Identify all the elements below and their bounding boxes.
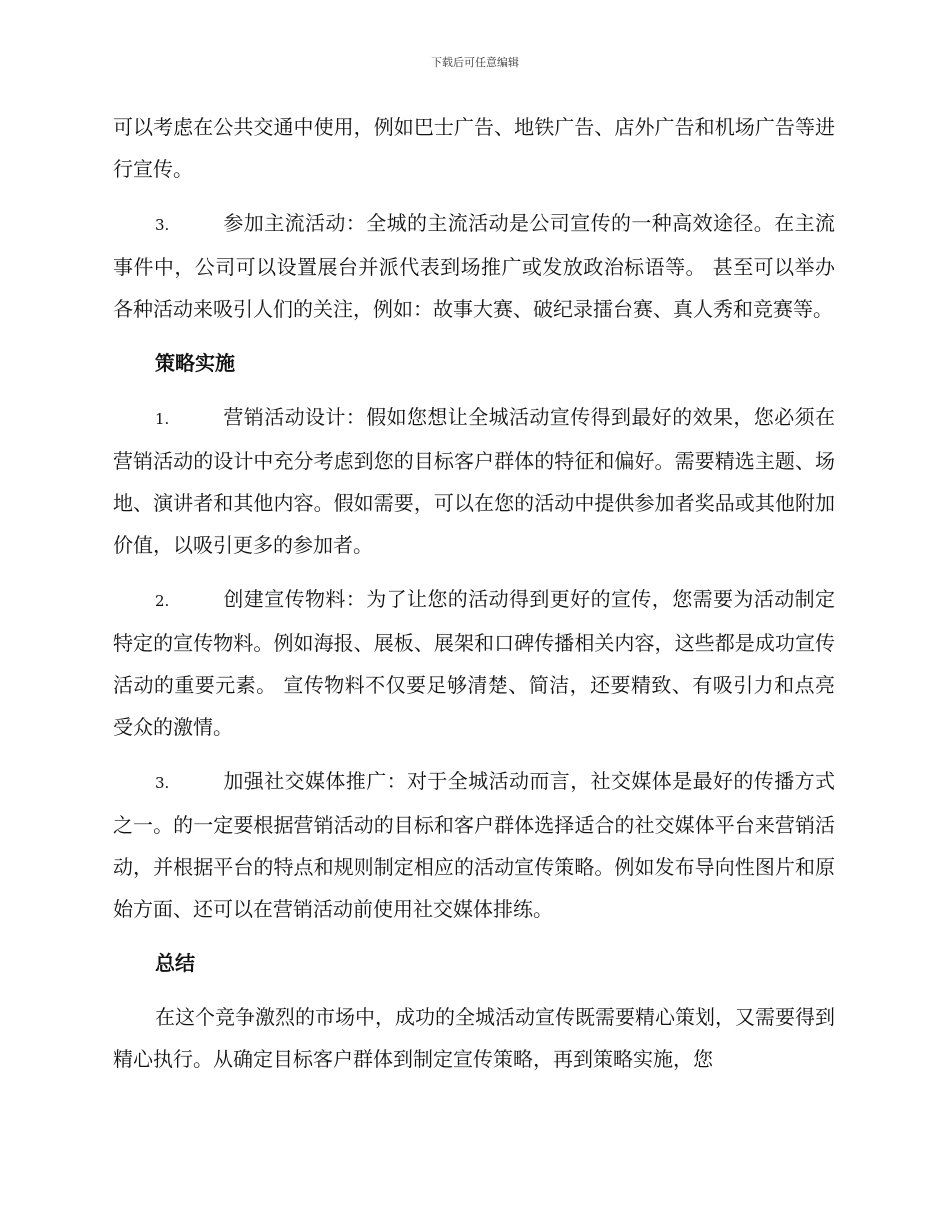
intro-paragraph: 可以考虑在公共交通中使用，例如巴士广告、地铁广告、店外广告和机场广告等进行宣传。 xyxy=(113,115,835,181)
list-number: 3. xyxy=(155,216,170,234)
page-header: 下载后可任意编辑 xyxy=(431,56,519,69)
list-item-text: 加强社交媒体推广：对于全城活动而言，社交媒体是最好的传播方式之一。的一定要根据营销活动的目标和客户群体选择适合的社交媒体平台来营销活动，并根据平台的特点和规则制定相应的活动宣传策略。例如发布导向性图片和原始方面、还可以在营销活动前使用社交媒体排练。 xyxy=(113,769,835,921)
summary-paragraph: 在这个竞争激烈的市场中，成功的全城活动宣传既需要精心策划，又需要得到精心执行。从确定目标客户群体到制定宣传策略，再到策略实施，您 xyxy=(113,1005,835,1071)
document-body xyxy=(113,106,835,1092)
list-item-text: 创建宣传物料：为了让您的活动得到更好的宣传，您需要为活动制定特定的宣传物料。例如海报、展板、展架和口碑传播相关内容，这些都是成功宣传活动的重要元素。 宣传物料不仅要足够清楚、简洁，还要精致、有吸引力和点亮受众的激情。 xyxy=(113,587,835,739)
list-item-promo-materials xyxy=(113,578,835,748)
list-number: 3. xyxy=(155,774,170,792)
list-item-participate-events xyxy=(113,202,835,330)
list-number: 1. xyxy=(155,410,170,428)
section-heading-summary: 总结 xyxy=(155,951,195,975)
list-item-text: 参加主流活动：全城的主流活动是公司宣传的一种高效途径。在主流事件中，公司可以设置展台并派代表到场推广或发放政治标语等。 甚至可以举办各种活动来吸引人们的关注，例如：故事大赛、破纪录擂台赛、真人秀和竞赛等。 xyxy=(113,211,835,321)
section-heading-strategy: 策略实施 xyxy=(155,351,235,375)
list-item-campaign-design xyxy=(113,396,835,566)
list-item-social-media xyxy=(113,760,835,930)
list-item-text: 营销活动设计：假如您想让全城活动宣传得到最好的效果，您必须在营销活动的设计中充分考虑到您的目标客户群体的特征和偏好。需要精选主题、场地、演讲者和其他内容。假如需要，可以在您的活动中提供参加者奖品或其他附加价值，以吸引更多的参加者。 xyxy=(113,405,835,557)
list-number: 2. xyxy=(155,592,170,610)
